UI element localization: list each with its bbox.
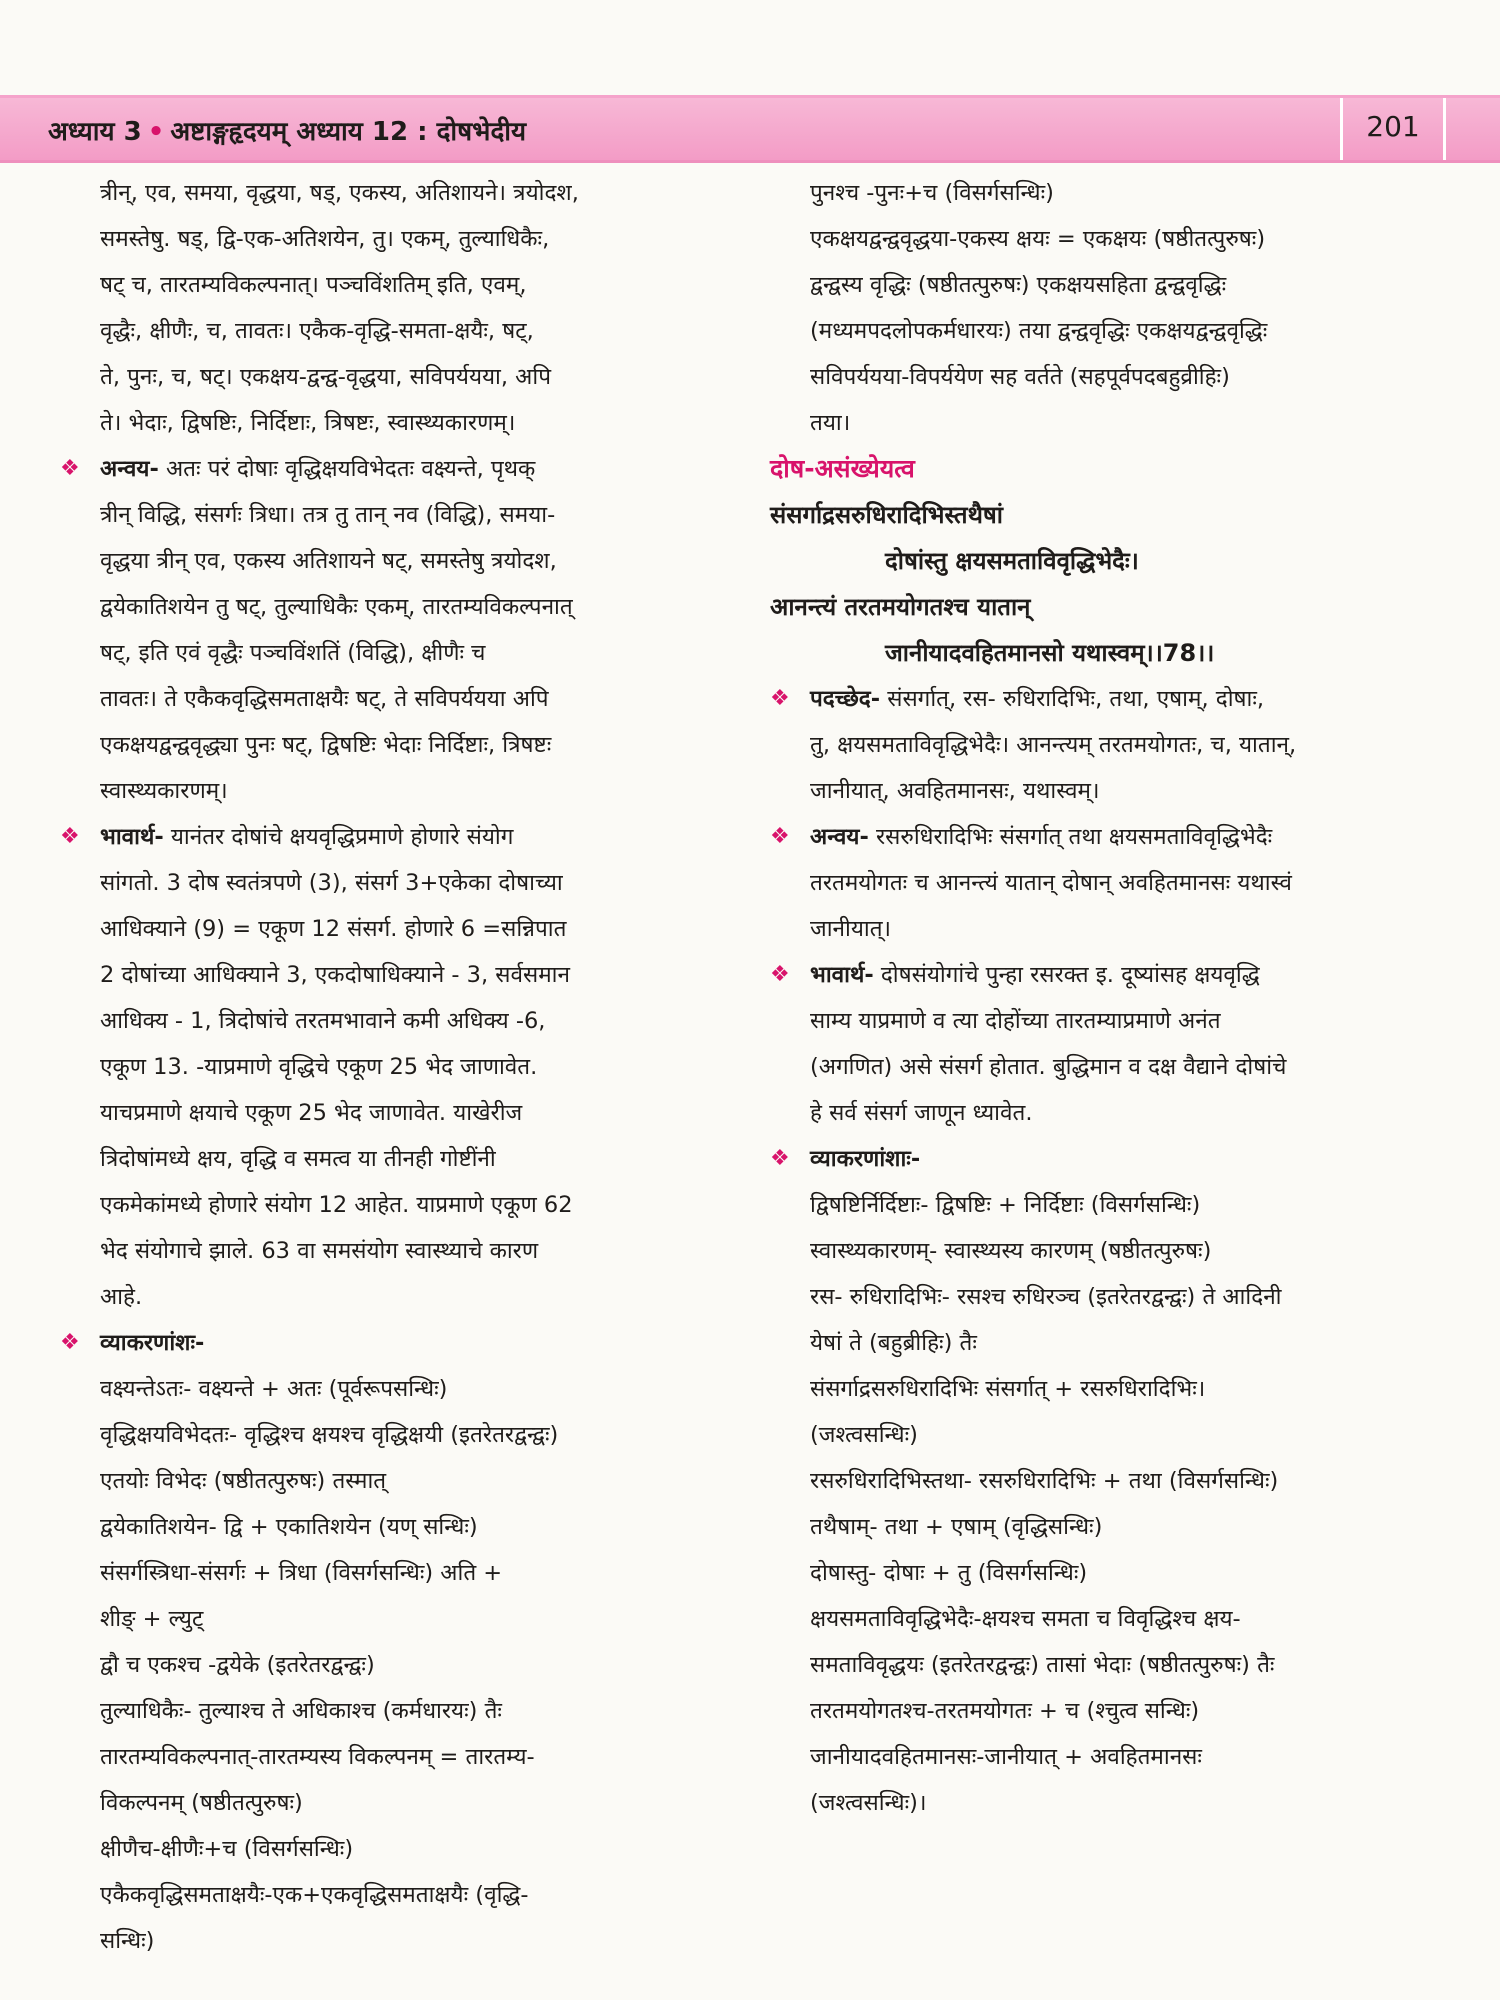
anvaya-line: त्रीन् विद्धि, संसर्गः त्रिधा। तत्र तु तान् नव (विद्धि), समया-	[100, 502, 556, 528]
vyakarana-cont-line: सविपर्ययया-विपर्ययेण सह वर्तते (सहपूर्वपदबहुव्रीहिः)	[810, 364, 1230, 390]
vyakarana-line: एकैकवृद्धिसमताक्षयैः-एक+एकवृद्धिसमताक्षयैः (वृद्धि-	[100, 1882, 529, 1908]
vyakarana-line: सन्धिः)	[100, 1928, 155, 1954]
vyakarana-label: व्याकरणांशाः-	[810, 1146, 921, 1172]
vyakarana-line: क्षयसमताविवृद्धिभेदैः-क्षयश्च समता च विवृद्धिश्च क्षय-	[810, 1606, 1241, 1632]
vyakarana-line: स्वास्थ्यकारणम्- स्वास्थ्यस्य कारणम् (षष्ठीतत्पुरुषः)	[810, 1238, 1212, 1264]
anvaya-label: अन्वय-	[810, 824, 869, 850]
bhavartha-line: एकमेकांमध्ये होणारे संयोग 12 आहेत. याप्रमाणे एकूण 62	[100, 1192, 573, 1218]
padaccheda-label: पदच्छेद-	[810, 686, 881, 712]
padaccheda-item	[770, 676, 1460, 722]
vyakarana-line: द्वयेकातिशयेन- द्वि + एकातिशयेन (यण् सन्धिः)	[100, 1514, 478, 1540]
vyakarana-line: तथैषाम्- तथा + एषाम् (वृद्धिसन्धिः)	[810, 1514, 1103, 1540]
bhavartha-line: भेद संयोगाचे झाले. 63 वा समसंयोग स्वास्थ्याचे कारण	[100, 1238, 539, 1264]
bhavartha-item	[60, 814, 760, 860]
padaccheda-text: संसर्गात्, रस- रुधिरादिभिः, तथा, एषाम्, दोषाः,	[880, 686, 1265, 712]
padaccheda-line: वृद्धैः, क्षीणैः, च, तावतः। एकैक-वृद्धि-समता-क्षयैः, षट्,	[100, 318, 534, 344]
vyakarana-cont-line: (मध्यमपदलोपकर्मधारयः) तया द्वन्द्ववृद्धिः एकक्षयद्वन्द्ववृद्धिः	[810, 318, 1268, 344]
verse-line: दोषांस्तु क्षयसमताविवृद्धिभेदैः।	[885, 547, 1139, 575]
anvaya-line: द्वयेकातिशयेन तु षट्, तुल्याधिकैः एकम्, तारतम्यविकल्पनात्	[100, 594, 573, 620]
anvaya-line: वृद्धया त्रीन् एव, एकस्य अतिशायने षट्, समस्तेषु त्रयोदश,	[100, 548, 557, 574]
vyakarana-line: विकल्पनम् (षष्ठीतत्पुरुषः)	[100, 1790, 303, 1816]
anvaya-label: अन्वय-	[100, 456, 159, 482]
vyakarana-line: तारतम्यविकल्पनात्-तारतम्यस्य विकल्पनम् = तारतम्य-	[100, 1744, 535, 1770]
diamond-bullet-icon: ❖	[770, 1146, 790, 1171]
anvaya-line: जानीयात्।	[810, 916, 892, 942]
vyakarana-line: क्षीणैच-क्षीणैः+च (विसर्गसन्धिः)	[100, 1836, 354, 1862]
bhavartha-text: यानंतर दोषांचे क्षयवृद्धिप्रमाणे होणारे संयोग	[163, 824, 514, 850]
bhavartha-line: त्रिदोषांमध्ये क्षय, वृद्धि व समत्व या तीनही गोष्टींनी	[100, 1146, 496, 1172]
diamond-bullet-icon: ❖	[770, 824, 790, 849]
anvaya-line: तरतमयोगतः च आनन्त्यं यातान् दोषान् अवहितमानसः यथास्वं	[810, 870, 1292, 896]
bhavartha-line: हे सर्व संसर्ग जाणून ध्यावेत.	[810, 1100, 1033, 1126]
vyakarana-line: वक्ष्यन्तेऽतः- वक्ष्यन्ते + अतः (पूर्वरूपसन्धिः)	[100, 1376, 448, 1402]
vyakarana-line: रस- रुधिरादिभिः- रसश्च रुधिरञ्च (इतरेतरद्वन्द्वः) ते आदिनी	[810, 1284, 1282, 1310]
diamond-bullet-icon: ❖	[60, 456, 80, 481]
vyakarana-line: तुल्याधिकैः- तुल्याश्च ते अधिकाश्च (कर्मधारयः) तैः	[100, 1698, 502, 1724]
anvaya-line: षट्, इति एवं वृद्धैः पञ्चविंशतिं (विद्धि), क्षीणैः च	[100, 640, 486, 666]
diamond-bullet-icon: ❖	[60, 824, 80, 849]
padaccheda-line: ते, पुनः, च, षट्। एकक्षय-द्वन्द्व-वृद्धया, सविपर्ययया, अपि	[100, 364, 551, 390]
anvaya-item	[60, 446, 760, 492]
padaccheda-line: षट् च, तारतम्यविकल्पनात्। पञ्चविंशतिम् इति, एवम्,	[100, 272, 527, 298]
bhavartha-label: भावार्थ-	[810, 962, 874, 988]
bhavartha-line: सांगतो. 3 दोष स्वतंत्रपणे (3), संसर्ग 3+एकेका दोषाच्या	[100, 870, 563, 896]
page-number: 201	[1366, 110, 1420, 143]
padaccheda-line: ते। भेदाः, द्विषष्टिः, निर्दिष्टाः, त्रिषष्टः, स्वास्थ्यकारणम्।	[100, 410, 516, 436]
vyakarana-line: समताविवृद्धयः (इतरेतरद्वन्द्वः) तासां भेदाः (षष्ठीतत्पुरुषः) तैः	[810, 1652, 1275, 1678]
bhavartha-line: आधिक्य - 1, त्रिदोषांचे तरतमभावाने कमी अधिक्य -6,	[100, 1008, 546, 1034]
vyakarana-cont-line: तया।	[810, 410, 851, 436]
vyakarana-line: (जश्त्वसन्धिः)।	[810, 1790, 927, 1816]
bhavartha-item	[770, 952, 1460, 998]
vyakarana-line: रसरुधिरादिभिस्तथा- रसरुधिरादिभिः + तथा (विसर्गसन्धिः)	[810, 1468, 1279, 1494]
running-title	[48, 112, 526, 148]
padaccheda-line: समस्तेषु. षड्, द्वि-एक-अतिशयेन, तु। एकम्, तुल्याधिकैः,	[100, 226, 550, 252]
bhavartha-line: आधिक्याने (9) = एकूण 12 संसर्ग. होणारे 6 =सन्निपात	[100, 916, 567, 942]
anvaya-line: एकक्षयद्वन्द्ववृद्ध्या पुनः षट्, द्विषष्टिः भेदाः निर्दिष्टाः, त्रिषष्टः	[100, 732, 552, 758]
vyakarana-line: द्विषष्टिर्निर्दिष्टाः- द्विषष्टिः + निर्दिष्टाः (विसर्गसन्धिः)	[810, 1192, 1201, 1218]
vyakarana-line: येषां ते (बहुब्रीहिः) तैः	[810, 1330, 977, 1356]
diamond-bullet-icon: ❖	[60, 1330, 80, 1355]
vyakarana-line: शीङ् + ल्युट्	[100, 1606, 204, 1632]
vyakarana-line: संसर्गाद्रसरुधिरादिभिः संसर्गात् + रसरुधिरादिभिः।	[810, 1376, 1206, 1402]
vyakarana-line: वृद्धिक्षयविभेदतः- वृद्धिश्च क्षयश्च वृद्धिक्षयी (इतरेतरद्वन्द्वः)	[100, 1422, 559, 1448]
bhavartha-line: 2 दोषांच्या आधिक्याने 3, एकदोषाधिक्याने - 3, सर्वसमान	[100, 962, 570, 988]
vyakarana-cont-line: पुनश्च -पुनः+च (विसर्गसन्धिः)	[810, 180, 1054, 206]
bhavartha-line: (अगणित) असे संसर्ग होतात. बुद्धिमान व दक्ष वैद्याने दोषांचे	[810, 1054, 1287, 1080]
vyakarana-label: व्याकरणांशः-	[100, 1330, 205, 1356]
vyakarana-cont-line: एकक्षयद्वन्द्ववृद्धया-एकस्य क्षयः = एकक्षयः (षष्ठीतत्पुरुषः)	[810, 226, 1266, 252]
anvaya-text: रसरुधिरादिभिः संसर्गात् तथा क्षयसमताविवृद्धिभेदैः	[868, 824, 1273, 850]
bhavartha-label: भावार्थ-	[100, 824, 164, 850]
page-header	[0, 95, 1500, 163]
vyakarana-item	[60, 1320, 760, 1366]
diamond-bullet-icon: ❖	[770, 962, 790, 987]
bhavartha-line: याचप्रमाणे क्षयाचे एकूण 25 भेद जाणावेत. याखेरीज	[100, 1100, 523, 1126]
bhavartha-line: एकूण 13. -याप्रमाणे वृद्धिचे एकूण 25 भेद जाणावेत.	[100, 1054, 538, 1080]
verse-line: जानीयादवहितमानसो यथास्वम्।।78।।	[885, 639, 1215, 667]
vyakarana-line: द्वौ च एकश्च -द्वयेके (इतरेतरद्वन्द्वः)	[100, 1652, 375, 1678]
vyakarana-line: जानीयादवहितमानसः-जानीयात् + अवहितमानसः	[810, 1744, 1202, 1770]
anvaya-text: अतः परं दोषाः वृद्धिक्षयविभेदतः वक्ष्यन्ते, पृथक्	[158, 456, 536, 482]
right-column	[770, 170, 1460, 1826]
vyakarana-line: संसर्गस्त्रिधा-संसर्गः + त्रिधा (विसर्गसन्धिः) अति +	[100, 1560, 503, 1586]
chapter-label: अध्याय 3	[48, 117, 142, 147]
vyakarana-cont-line: द्वन्द्वस्य वृद्धिः (षष्ठीतत्पुरुषः) एकक्षयसहिता द्वन्द्ववृद्धिः	[810, 272, 1227, 298]
anvaya-item	[770, 814, 1460, 860]
vyakarana-line: एतयोः विभेदः (षष्ठीतत्पुरुषः) तस्मात्	[100, 1468, 387, 1494]
bhavartha-line: आहे.	[100, 1284, 143, 1310]
page-number-box	[1340, 98, 1446, 160]
padaccheda-line: तु, क्षयसमताविवृद्धिभेदैः। आनन्त्यम् तरतमयोगतः, च, यातान्,	[810, 732, 1297, 758]
bhavartha-line: साम्य याप्रमाणे व त्या दोहोंच्या तारतम्याप्रमाणे अनंत	[810, 1008, 1221, 1034]
diamond-bullet-icon: ❖	[770, 686, 790, 711]
section-heading: दोष-असंख्येयत्व	[770, 454, 915, 483]
vyakarana-line: (जश्त्वसन्धिः)	[810, 1422, 918, 1448]
header-bullet-icon: •	[147, 117, 165, 147]
verse-line: आनन्त्यं तरतमयोगतश्च यातान्	[770, 593, 1031, 621]
padaccheda-line: जानीयात्, अवहितमानसः, यथास्वम्।	[810, 778, 1100, 804]
bhavartha-text: दोषसंयोगांचे पुन्हा रसरक्त इ. दूष्यांसह क्षयवृद्धि	[873, 962, 1260, 988]
padaccheda-line: त्रीन्, एव, समया, वृद्धया, षड्, एकस्य, अतिशायने। त्रयोदश,	[100, 180, 579, 206]
vyakarana-line: तरतमयोगतश्च-तरतमयोगतः + च (श्चुत्व सन्धिः)	[810, 1698, 1200, 1724]
left-column	[60, 170, 760, 1964]
vyakarana-line: दोषास्तु- दोषाः + तु (विसर्गसन्धिः)	[810, 1560, 1088, 1586]
chapter-title: अष्टाङ्गहृदयम् अध्याय 12 : दोषभेदीय	[170, 117, 527, 147]
anvaya-line: स्वास्थ्यकारणम्।	[100, 778, 228, 804]
anvaya-line: तावतः। ते एकैकवृद्धिसमताक्षयैः षट्, ते सविपर्ययया अपि	[100, 686, 549, 712]
vyakarana-item	[770, 1136, 1460, 1182]
verse-line: संसर्गाद्रसरुधिरादिभिस्तथैषां	[770, 501, 1003, 529]
